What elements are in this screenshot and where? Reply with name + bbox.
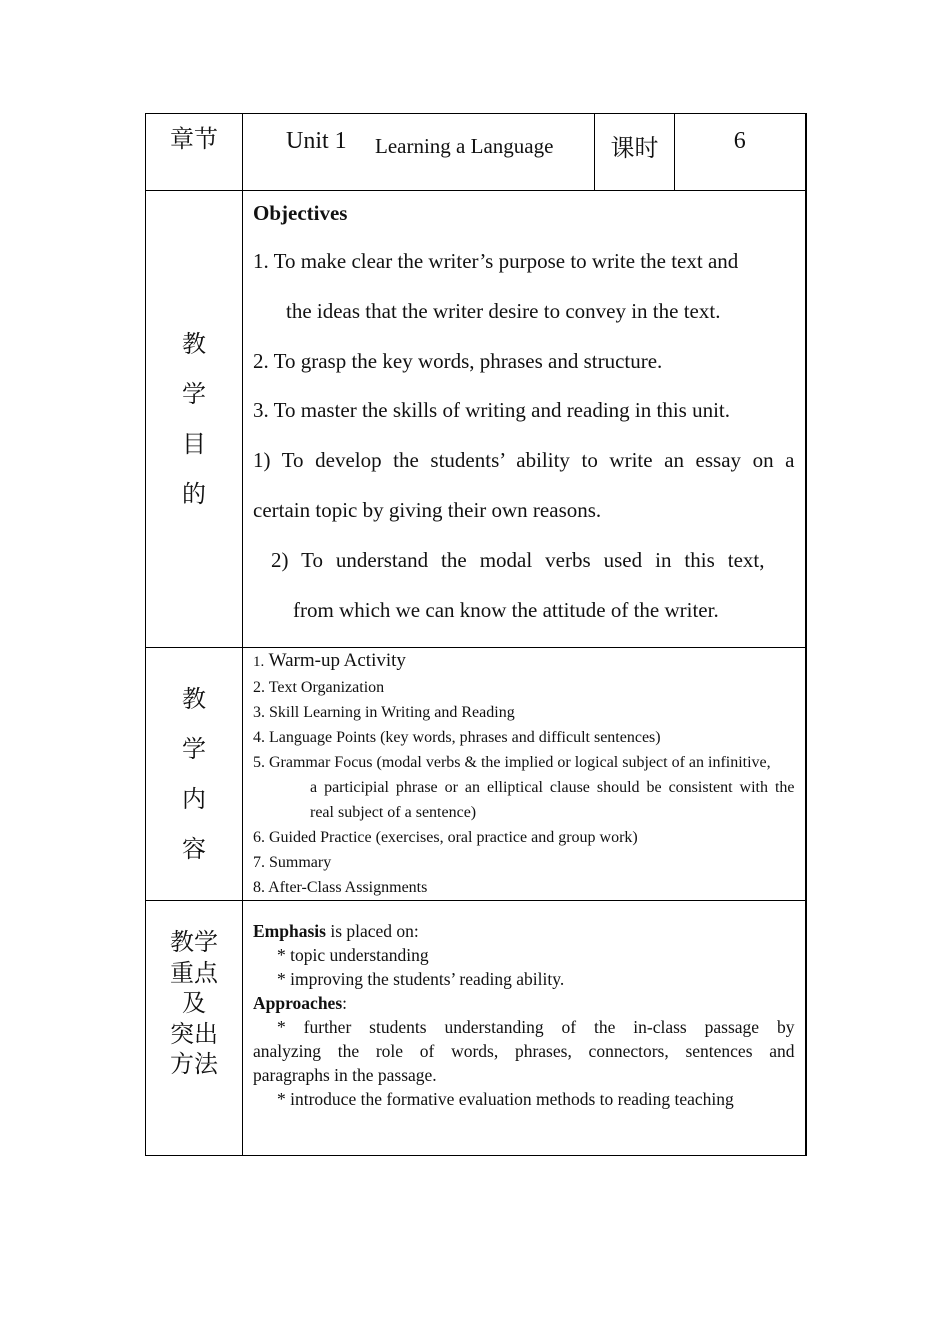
emphasis-label-line: 重点	[170, 958, 218, 987]
approach-line: * further students understanding of the in-class passage by	[277, 1017, 795, 1037]
objectives-cell	[243, 191, 806, 648]
approaches-rest: :	[342, 993, 348, 1013]
lesson-plan-table	[145, 113, 807, 1156]
chapter-label-cell	[146, 114, 243, 191]
content-item: 2. Text Organization	[253, 679, 385, 696]
emphasis-heading	[253, 919, 795, 943]
content-label-char: 内	[182, 785, 206, 813]
emphasis-label-cell	[146, 901, 243, 1156]
content-item-continuation: a participial phrase or an elliptical clause should be consistent with the	[310, 779, 795, 796]
content-label-char: 容	[182, 835, 206, 863]
objective-line: 2. To grasp the key words, phrases and structure.	[253, 348, 663, 373]
content-row	[146, 648, 806, 901]
content-cell	[243, 648, 806, 901]
emphasis-row	[146, 901, 806, 1156]
objective-line: 3. To master the skills of writing and reading in this unit.	[253, 398, 731, 423]
content-item: 8. After-Class Assignments	[253, 879, 428, 896]
emphasis-bold: Emphasis	[253, 921, 326, 941]
content-label-char: 学	[182, 735, 206, 763]
unit-cell	[243, 114, 595, 191]
objective-line: 2) To understand the modal verbs used in this text,	[271, 547, 765, 572]
objective-line: 1) To develop the students’ ability to write an essay on a	[253, 448, 795, 473]
hours-label-cell	[595, 114, 675, 191]
content-item: 4. Language Points (key words, phrases and difficult sentences)	[253, 729, 661, 746]
emphasis-label-line: 教学	[170, 928, 218, 956]
objectives-label-char: 教	[182, 330, 206, 358]
content-item: 6. Guided Practice (exercises, oral practice and group work)	[253, 829, 638, 846]
content-item-text: Warm-up Activity	[268, 650, 406, 671]
approach-line: analyzing the role of words, phrases, connectors, sentences and	[253, 1041, 795, 1061]
hours-value: 6	[733, 128, 746, 154]
objective-line: certain topic by giving their own reasons.	[253, 497, 602, 522]
hours-value-cell	[675, 114, 806, 191]
emphasis-label-line: 突出	[170, 1019, 218, 1048]
objectives-label-cell	[146, 191, 243, 648]
objectives-row	[146, 191, 806, 648]
objectives-label-char: 学	[182, 380, 206, 408]
content-item: 7. Summary	[253, 854, 332, 871]
approach-line: * introduce the formative evaluation methods to reading teaching	[277, 1089, 734, 1109]
chapter-label: 章节	[170, 124, 218, 153]
content-item-continuation: real subject of a sentence)	[310, 804, 477, 821]
objectives-label-char: 目	[182, 430, 206, 458]
hours-label: 课时	[610, 134, 659, 162]
approaches-heading	[253, 991, 795, 1015]
emphasis-rest: is placed on:	[325, 921, 419, 941]
content-label-char: 教	[182, 685, 206, 713]
unit-title: Learning a Language	[375, 134, 554, 158]
emphasis-point: * improving the students’ reading ability.	[277, 969, 565, 989]
emphasis-label-line: 方法	[170, 1050, 218, 1078]
content-item-number: 1.	[253, 654, 265, 670]
emphasis-cell	[243, 901, 806, 1156]
objective-line: from which we can know the attitude of the writer.	[293, 597, 719, 622]
emphasis-label-line: 及	[182, 989, 206, 1017]
emphasis-point: * topic understanding	[277, 945, 429, 965]
approach-line: paragraphs in the passage.	[253, 1065, 437, 1085]
objectives-heading: Objectives	[253, 201, 348, 225]
objective-line: the ideas that the writer desire to convey in the text.	[286, 298, 721, 323]
approaches-bold: Approaches	[253, 993, 343, 1013]
unit-number: Unit 1	[286, 128, 347, 154]
content-item: 5. Grammar Focus (modal verbs & the implied or logical subject of an infinitive,	[253, 754, 771, 771]
content-item: 3. Skill Learning in Writing and Reading	[253, 704, 515, 721]
objective-line: 1. To make clear the writer’s purpose to write the text and	[253, 249, 739, 273]
header-row	[146, 114, 806, 191]
content-label-cell	[146, 648, 243, 901]
objectives-label-char: 的	[182, 480, 206, 508]
content-item	[253, 648, 795, 675]
